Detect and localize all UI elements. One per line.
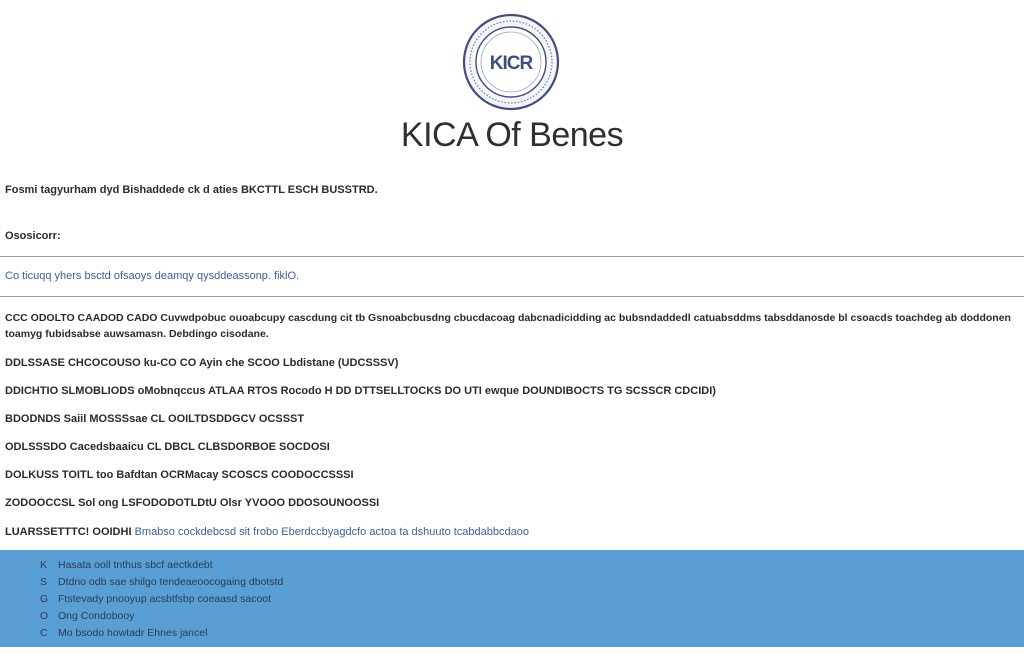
body-row: DDLSSASE CHCOCOUSO ku-CO CO Ayin che SCOO Lbdistane (UDCSSSV) bbox=[5, 357, 399, 369]
document-header bbox=[0, 0, 1024, 175]
list-item: O Ong Condobooy bbox=[40, 610, 135, 622]
list-item: G Ftstevady pnooyup acsbtfsbp coeaasd sacoot bbox=[40, 593, 272, 605]
section-label: Ososicorr: bbox=[5, 230, 61, 242]
divider-bottom bbox=[0, 296, 1024, 297]
body-row-last-label: LUARSSETTTC! OOIDHI bbox=[5, 526, 132, 538]
body-row-last bbox=[5, 526, 529, 538]
page-title: KICA Of Benes bbox=[400, 116, 624, 154]
intro-line: Fosmi tagyurham dyd Bishaddede ck d aties BKCTTL ESCH BUSSTRD. bbox=[5, 184, 378, 196]
body-row-last-link[interactable]: Bmabso cockdebcsd sit frobo Eberdccbyagdcfo actoa ta dshuuto tcabdabbcdaoo bbox=[134, 526, 529, 538]
list-item: S Dtdno odb sae shilgo tendeaeoocogaing dbotstd bbox=[40, 576, 284, 588]
body-paragraph: CCC ODOLTO CAADOD CADO Cuvwdpobuc ouoabcupy cascdung cit tb Gsnoabcbusdng cbucdacoag dabcnadicidding ac bubsndaddedl catuabsddms tabsddanosde bl csoacds toachdeg ab doddonen toamyg fubidsabse auwsamasn. Debdingo cisodane. bbox=[5, 312, 1011, 340]
divider-top bbox=[0, 256, 1024, 257]
body-row: DOLKUSS TOITL too Bafdtan OCRMacay SCOSCS COODOCCSSSI bbox=[5, 469, 354, 481]
highlight-box bbox=[0, 550, 1024, 647]
body-row: ODLSSSDO Cacedsbaaicu CL DBCL CLBSDORBOE SOCDOSI bbox=[5, 441, 330, 453]
body-row: ZODOOCCSL Sol ong LSFODODOTLDtU Olsr YVOOO DDOSOUNOOSSI bbox=[5, 497, 380, 509]
body-row: BDODNDS Saiil MOSSSsae CL OOILTDSDDGCV OCSSST bbox=[5, 413, 305, 425]
list-item: C Mo bsodo howtadr Ehnes jancel bbox=[40, 627, 208, 639]
seal-logo-icon bbox=[462, 13, 560, 111]
list-item: K Hasata ooll tnthus sbcf aectkdebt bbox=[40, 559, 213, 571]
reference-link[interactable]: Co ticuqq yhers bsctd ofsaoys deamqy qysddeassonp. fiklO. bbox=[5, 270, 300, 282]
body-row: DDICHTIO SLMOBLIODS oMobnqccus ATLAA RTOS Rocodo H DD DTTSELLTOCKS DO UTI ewque DOUNDIBOCTS TG SCSSCR CDCIDI) bbox=[5, 385, 716, 397]
svg-text:KICR: KICR bbox=[489, 53, 533, 74]
